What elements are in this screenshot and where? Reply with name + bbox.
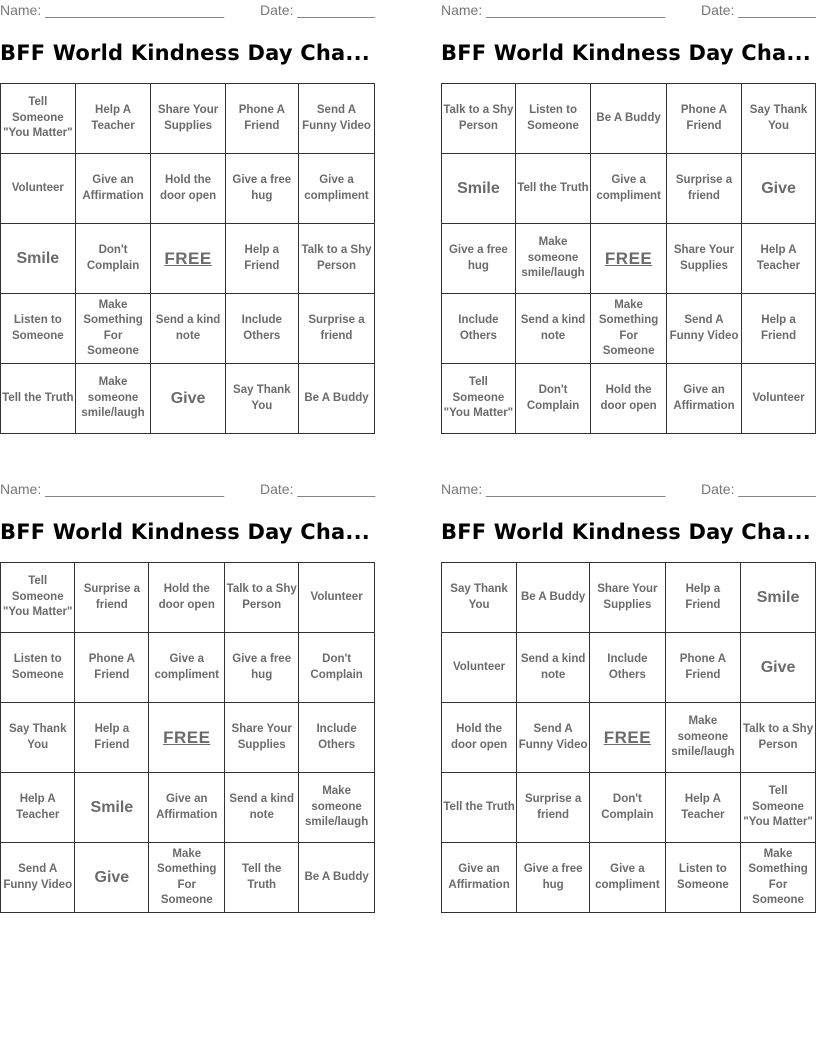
bingo-cell: Give a compliment xyxy=(591,154,667,224)
bingo-cell: Volunteer xyxy=(742,364,816,434)
bingo-cell: Make someone smile/laugh xyxy=(665,703,740,773)
bingo-cell: Include Others xyxy=(299,703,375,773)
bingo-cell: Send a kind note xyxy=(151,294,225,364)
bingo-cell: Phone A Friend xyxy=(75,633,149,703)
bingo-row xyxy=(442,703,816,773)
date-field-label: Date: __________ xyxy=(701,2,816,18)
name-field-label: Name: _______________________ xyxy=(441,2,666,18)
date-field-label: Date: __________ xyxy=(260,2,376,18)
bingo-cell: Surprise a friend xyxy=(75,563,149,633)
bingo-cell: Smile xyxy=(1,224,76,294)
bingo-cell: Tell Someone "You Matter" xyxy=(1,84,76,154)
bingo-cell: Send a kind note xyxy=(225,773,299,843)
bingo-cell: Be A Buddy xyxy=(591,84,667,154)
name-field-label: Name: _______________________ xyxy=(0,2,225,18)
bingo-cell: Tell the Truth xyxy=(442,773,517,843)
bingo-row xyxy=(442,294,816,364)
bingo-cell: Send a kind note xyxy=(515,294,590,364)
bingo-cell: Make Something For Someone xyxy=(741,843,816,913)
bingo-cell: Help a Friend xyxy=(665,563,740,633)
bingo-cell: Talk to a Shy Person xyxy=(741,703,816,773)
bingo-cell: Say Thank You xyxy=(225,364,298,434)
bingo-cell: Help A Teacher xyxy=(1,773,75,843)
bingo-row xyxy=(442,633,816,703)
bingo-row xyxy=(1,773,375,843)
bingo-cell: Say Thank You xyxy=(442,563,517,633)
bingo-cell: Listen to Someone xyxy=(1,633,75,703)
bingo-cell: Send a kind note xyxy=(517,633,590,703)
bingo-grid xyxy=(0,562,375,913)
bingo-cell: Volunteer xyxy=(1,154,76,224)
name-date-line xyxy=(441,0,816,20)
bingo-cell: Tell Someone "You Matter" xyxy=(741,773,816,843)
bingo-cell: Tell the Truth xyxy=(225,843,299,913)
bingo-cell: Give an Affirmation xyxy=(666,364,741,434)
bingo-cell: Listen to Someone xyxy=(1,294,76,364)
date-field-label: Date: __________ xyxy=(260,481,376,497)
bingo-cell: Don't Complain xyxy=(515,364,590,434)
bingo-row xyxy=(1,84,375,154)
name-field-label: Name: _______________________ xyxy=(0,481,225,497)
bingo-cell: Volunteer xyxy=(442,633,517,703)
name-field-label: Name: _______________________ xyxy=(441,481,666,497)
bingo-cell: FREE xyxy=(149,703,225,773)
bingo-cell: Surprise a friend xyxy=(298,294,374,364)
card-title: BFF World Kindness Day Cha... xyxy=(0,520,370,544)
bingo-cell: Surprise a friend xyxy=(666,154,741,224)
bingo-cell: FREE xyxy=(151,224,225,294)
bingo-row xyxy=(1,364,375,434)
bingo-cell: Talk to a Shy Person xyxy=(225,563,299,633)
bingo-cell: Hold the door open xyxy=(442,703,517,773)
bingo-cell: Help a Friend xyxy=(75,703,149,773)
bingo-cell: Make Something For Someone xyxy=(75,294,151,364)
bingo-cell: Phone A Friend xyxy=(665,633,740,703)
date-field-label: Date: __________ xyxy=(701,481,816,497)
bingo-cell: Give an Affirmation xyxy=(442,843,517,913)
bingo-cell: Tell Someone "You Matter" xyxy=(1,563,75,633)
bingo-cell: Give a compliment xyxy=(149,633,225,703)
bingo-cell: Give an Affirmation xyxy=(75,154,151,224)
bingo-cell: Give a compliment xyxy=(590,843,666,913)
bingo-cell: Make Something For Someone xyxy=(591,294,667,364)
bingo-cell: Listen to Someone xyxy=(665,843,740,913)
card-title: BFF World Kindness Day Cha... xyxy=(441,41,811,65)
card-title: BFF World Kindness Day Cha... xyxy=(441,520,811,544)
bingo-cell: Give xyxy=(741,633,816,703)
bingo-cell: Share Your Supplies xyxy=(590,563,666,633)
bingo-cell: Say Thank You xyxy=(742,84,816,154)
bingo-cell: Help A Teacher xyxy=(742,224,816,294)
bingo-cell: Send A Funny Video xyxy=(517,703,590,773)
bingo-cell: Tell the Truth xyxy=(1,364,76,434)
bingo-row xyxy=(1,843,375,913)
bingo-cell: Give xyxy=(75,843,149,913)
bingo-cell: Give a free hug xyxy=(225,633,299,703)
name-date-line xyxy=(441,479,816,499)
bingo-cell: Give an Affirmation xyxy=(149,773,225,843)
bingo-cell: Volunteer xyxy=(299,563,375,633)
bingo-cell: Hold the door open xyxy=(591,364,667,434)
bingo-cell: Talk to a Shy Person xyxy=(442,84,516,154)
bingo-cell: FREE xyxy=(591,224,667,294)
bingo-cell: Be A Buddy xyxy=(517,563,590,633)
bingo-cell: Make someone smile/laugh xyxy=(299,773,375,843)
card-title: BFF World Kindness Day Cha... xyxy=(0,41,370,65)
bingo-cell: Make someone smile/laugh xyxy=(75,364,151,434)
bingo-cell: Give a free hug xyxy=(517,843,590,913)
bingo-cell: Help a Friend xyxy=(225,224,298,294)
bingo-cell: Phone A Friend xyxy=(225,84,298,154)
bingo-cell: FREE xyxy=(590,703,666,773)
bingo-cell: Hold the door open xyxy=(149,563,225,633)
bingo-cell: Make someone smile/laugh xyxy=(515,224,590,294)
bingo-cell: Give a free hug xyxy=(225,154,298,224)
bingo-row xyxy=(442,364,816,434)
bingo-cell: Don't Complain xyxy=(299,633,375,703)
bingo-cell: Help A Teacher xyxy=(665,773,740,843)
bingo-cell: Give a compliment xyxy=(298,154,374,224)
bingo-cell: Hold the door open xyxy=(151,154,225,224)
bingo-grid xyxy=(0,83,375,434)
name-date-line xyxy=(0,0,375,20)
bingo-row xyxy=(1,294,375,364)
bingo-cell: Listen to Someone xyxy=(515,84,590,154)
bingo-cell: Don't Complain xyxy=(590,773,666,843)
bingo-row xyxy=(442,154,816,224)
bingo-cell: Send A Funny Video xyxy=(298,84,374,154)
bingo-cell: Share Your Supplies xyxy=(666,224,741,294)
bingo-row xyxy=(1,563,375,633)
bingo-cell: Smile xyxy=(442,154,516,224)
bingo-grid xyxy=(441,562,816,913)
bingo-row xyxy=(1,154,375,224)
bingo-row xyxy=(442,843,816,913)
bingo-cell: Give xyxy=(742,154,816,224)
bingo-cell: Give a free hug xyxy=(442,224,516,294)
bingo-grid xyxy=(441,83,816,434)
bingo-cell: Send A Funny Video xyxy=(1,843,75,913)
bingo-cell: Make Something For Someone xyxy=(149,843,225,913)
bingo-cell: Tell Someone "You Matter" xyxy=(442,364,516,434)
bingo-cell: Smile xyxy=(741,563,816,633)
bingo-cell: Smile xyxy=(75,773,149,843)
bingo-cell: Share Your Supplies xyxy=(151,84,225,154)
bingo-cell: Be A Buddy xyxy=(298,364,374,434)
bingo-row xyxy=(1,224,375,294)
bingo-row xyxy=(442,84,816,154)
bingo-cell: Send A Funny Video xyxy=(666,294,741,364)
bingo-cell: Surprise a friend xyxy=(517,773,590,843)
bingo-cell: Help A Teacher xyxy=(75,84,151,154)
bingo-cell: Phone A Friend xyxy=(666,84,741,154)
bingo-cell: Share Your Supplies xyxy=(225,703,299,773)
bingo-row xyxy=(442,224,816,294)
bingo-cell: Say Thank You xyxy=(1,703,75,773)
bingo-cell: Tell the Truth xyxy=(515,154,590,224)
bingo-row xyxy=(1,633,375,703)
bingo-row xyxy=(1,703,375,773)
bingo-cell: Help a Friend xyxy=(742,294,816,364)
bingo-row xyxy=(442,773,816,843)
bingo-cell: Include Others xyxy=(442,294,516,364)
bingo-cell: Be A Buddy xyxy=(299,843,375,913)
bingo-cell: Include Others xyxy=(590,633,666,703)
bingo-row xyxy=(442,563,816,633)
bingo-cell: Talk to a Shy Person xyxy=(298,224,374,294)
bingo-cell: Give xyxy=(151,364,225,434)
name-date-line xyxy=(0,479,375,499)
bingo-cell: Don't Complain xyxy=(75,224,151,294)
bingo-cell: Include Others xyxy=(225,294,298,364)
